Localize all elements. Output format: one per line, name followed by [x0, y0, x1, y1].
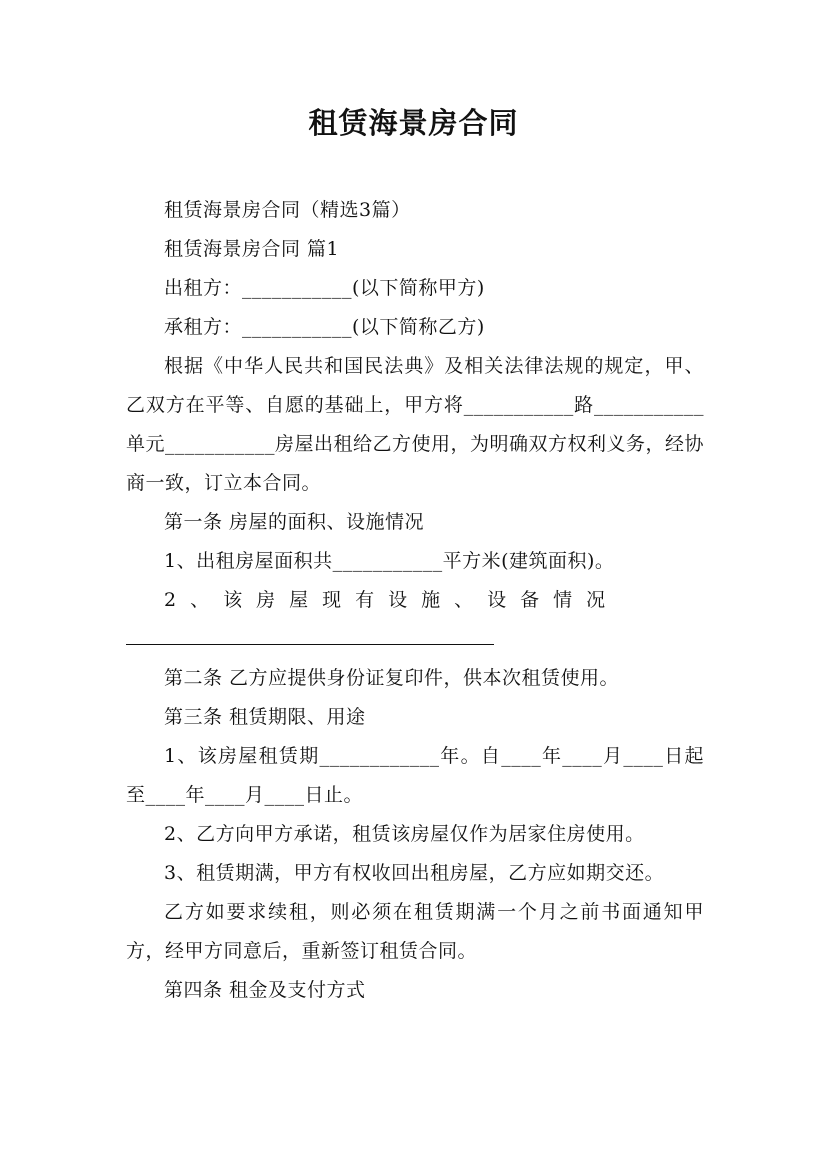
paragraph-article-4: 第四条 租金及支付方式: [164, 979, 366, 1001]
paragraph-preamble: 根据《中华人民共和国民法典》及相关法律法规的规定，甲、乙双方在平等、自愿的基础上，甲方将___________路___________单元___________房屋出租给乙方使用，为明确双方权利义务，经协商一致，订立本合同。: [126, 355, 705, 494]
paragraph-article-1: 第一条 房屋的面积、设施情况: [164, 511, 425, 533]
paragraph-article-3: 第三条 租赁期限、用途: [164, 706, 366, 728]
paragraph-renewal: 乙方如要求续租，则必须在租赁期满一个月之前书面通知甲方，经甲方同意后，重新签订租赁合同。: [126, 901, 704, 962]
paragraph-lessee: 承租方：___________(以下简称乙方): [164, 316, 485, 338]
paragraph-article-3-item-1: 1、该房屋租赁期____________年。自____年____月____日起至____年____月____日止。: [126, 745, 704, 806]
paragraph-subtitle: 租赁海景房合同（精选3篇）: [164, 199, 411, 221]
paragraph-article-1-item-1: 1、出租房屋面积共___________平方米(建筑面积)。: [164, 550, 615, 572]
paragraph-lessor: 出租方：___________(以下简称甲方): [164, 277, 485, 299]
paragraph-article-3-item-3: 3、租赁期满，甲方有权收回出租房屋，乙方应如期交还。: [164, 862, 665, 884]
fill-in-line: [126, 644, 494, 645]
paragraph-article-3-item-2: 2、乙方向甲方承诺，租赁该房屋仅作为居家住房使用。: [164, 823, 645, 845]
paragraph-article-2: 第二条 乙方应提供身份证复印件，供本次租赁使用。: [164, 667, 620, 689]
paragraph-article-1-item-2: 2、该房屋现有设施、设备情况: [164, 589, 620, 611]
document-title: 租赁海景房合同: [308, 106, 519, 140]
paragraph-section-heading: 租赁海景房合同 篇1: [164, 238, 340, 260]
document-body: [126, 191, 704, 1010]
